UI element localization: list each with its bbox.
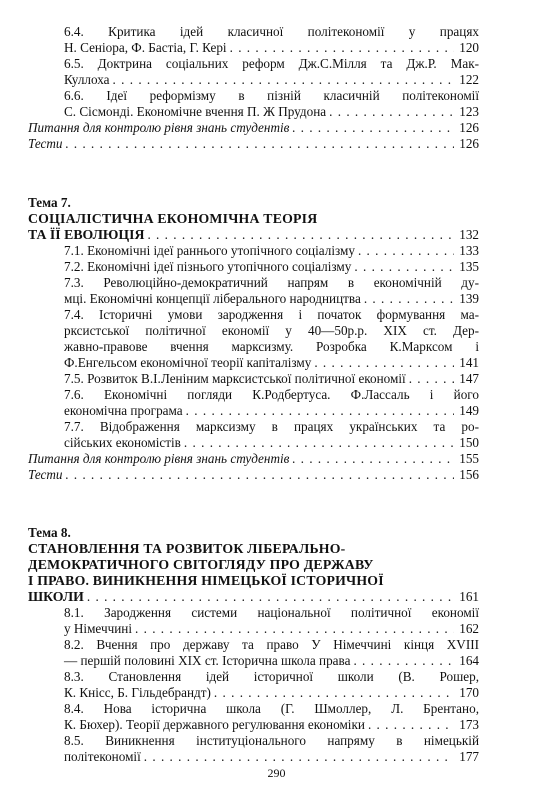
toc-tests-7: Тести . . . 156 <box>28 467 479 483</box>
toc-entry-6-5-line1: 6.5. Доктрина соціальних реформ Дж.С.Мілля та Дж.Р. Мак- <box>64 56 479 71</box>
toc-entry-6-4: Н. Сеніора, Ф. Бастіа, Г. Кері . . . 120 <box>64 40 479 56</box>
toc-entry-8-4-line1: 8.4. Нова історична школа (Г. Шмоллер, Л. Брентано, <box>64 701 479 716</box>
theme-7-title-line2: ТА ЇЇ ЕВОЛЮЦІЯ . . . 132 <box>28 227 479 243</box>
toc-entry-8-3: К. Кнісс, Б. Гільдебрандт) . . . 170 <box>64 685 479 701</box>
toc-questions-6: Питання для контролю рівня знань студентів . . . 126 <box>28 120 479 136</box>
toc-entry-7-3-line1: 7.3. Революційно-демократичний напрям в економічній ду- <box>64 275 479 290</box>
toc-entry-7-4-line3: жавно-правове вчення марксизму. Розробка К.Марксом і <box>64 339 479 354</box>
toc-entry-7-4: Ф.Енгельсом економічної теорії капіталізму . . . 141 <box>64 355 479 371</box>
toc-entry-6-6-line1: 6.6. Ідеї реформізму в пізній класичній політекономії <box>64 88 479 103</box>
toc-entry-7-7: сійських економістів . . . 150 <box>64 435 479 451</box>
toc-entry-6-5: Куллоха . . . 122 <box>64 72 479 88</box>
page-number: 290 <box>267 766 286 780</box>
theme-7-label: Тема 7. <box>28 195 71 210</box>
toc-entry-6-6: С. Сісмонді. Економічне вчення П. Ж Прудона . . . 123 <box>64 104 479 120</box>
toc-entry-6-4-line1: 6.4. Критика ідей класичної політекономії у працях <box>64 24 479 39</box>
theme-8-label: Тема 8. <box>28 525 71 540</box>
toc-entry-8-3-line1: 8.3. Становлення ідей історичної школи (В. Рошер, <box>64 669 479 684</box>
toc-tests-6: Тести . . . 126 <box>28 136 479 152</box>
toc-entry-7-2: 7.2. Економічні ідеї пізнього утопічного соціалізму . . . 135 <box>64 259 479 275</box>
toc-entry-7-4-line2: рксистської політичної економії у 40—50р.р. XIX ст. Дер- <box>64 323 479 338</box>
theme-8-title-line2: ДЕМОКРАТИЧНОГО СВІТОГЛЯДУ ПРО ДЕРЖАВУ <box>28 557 374 572</box>
theme-7-title-line1: СОЦІАЛІСТИЧНА ЕКОНОМІЧНА ТЕОРІЯ <box>28 211 318 226</box>
toc-entry-8-4: К. Бюхер). Теорії державного регулювання економіки . . . 173 <box>64 717 479 733</box>
toc-entry-7-5: 7.5. Розвиток В.І.Леніним марксистської політичної економії . . . 147 <box>64 371 479 387</box>
toc-entry-8-5-line1: 8.5. Виникнення інституціонального напряму в німецькій <box>64 733 479 748</box>
toc-entry-8-1: у Німеччині . . . 162 <box>64 621 479 637</box>
toc-entry-7-4-line1: 7.4. Історичні умови зародження і початок формування ма- <box>64 307 479 322</box>
toc-questions-7: Питання для контролю рівня знань студентів . . . 155 <box>28 451 479 467</box>
toc-entry-8-1-line1: 8.1. Зародження системи національної політичної економії <box>64 605 479 620</box>
theme-8-title-line3: І ПРАВО. ВИНИКНЕННЯ НІМЕЦЬКОЇ ІСТОРИЧНОЇ <box>28 573 384 588</box>
theme-8-title-line1: СТАНОВЛЕННЯ ТА РОЗВИТОК ЛІБЕРАЛЬНО- <box>28 541 346 556</box>
toc-entry-8-2: — першій половині XIX ст. Історична школа права . . . 164 <box>64 653 479 669</box>
toc-entry-7-1: 7.1. Економічні ідеї раннього утопічного соціалізму . . . 133 <box>64 243 479 259</box>
toc-entry-8-2-line1: 8.2. Вчення про державу та право У Німеччині кінця XVIII <box>64 637 479 652</box>
toc-entry-8-5: політекономії . . . 177 <box>64 749 479 765</box>
toc-entry-7-3: мці. Економічні концепції ліберального народництва . . . 139 <box>64 291 479 307</box>
theme-8-title-line4: ШКОЛИ . . . 161 <box>28 589 479 605</box>
toc-entry-7-6: економічна програма . . . 149 <box>64 403 479 419</box>
toc-entry-7-6-line1: 7.6. Економічні погляди К.Родбертуса. Ф.Лассаль і його <box>64 387 479 402</box>
toc-entry-7-7-line1: 7.7. Відображення марксизму в працях українських та ро- <box>64 419 479 434</box>
